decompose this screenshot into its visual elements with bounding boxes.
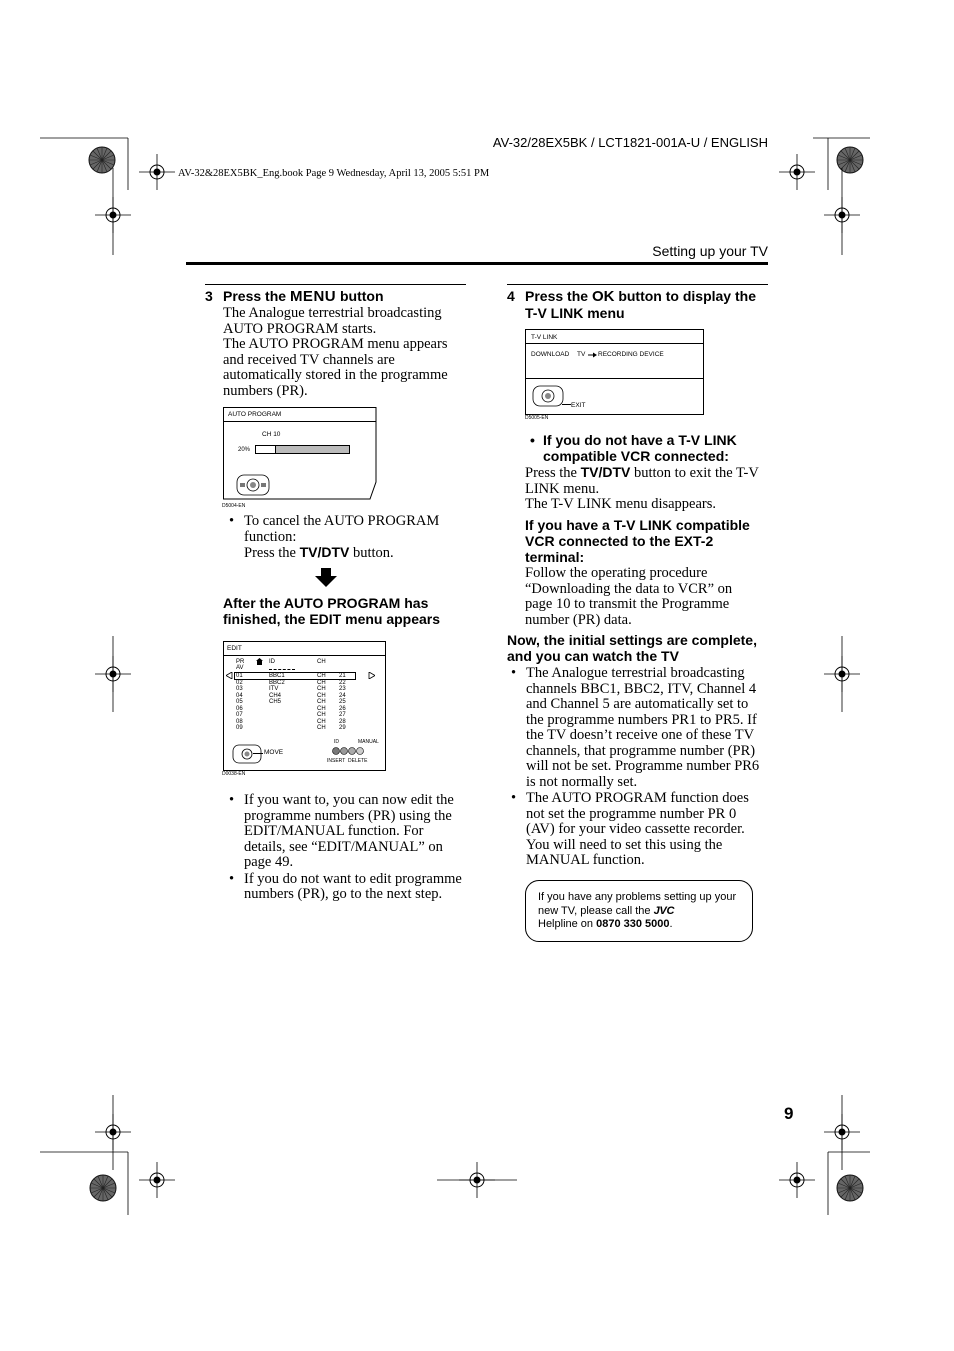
row-pr: 01 (236, 673, 243, 679)
cancel-bullet: • To cancel the AUTO PROGRAM function: Press the TV/DTV button. (227, 514, 463, 562)
delete-label: DELETE (348, 758, 368, 764)
table-row (236, 706, 386, 712)
table-row (236, 693, 386, 699)
row-num: 25 (339, 699, 346, 705)
list-item: • If you want to, you can now edit the programme numbers (PR) using the EDIT/MANUAL function. For details, see “EDIT/MANUAL” on page 49. (244, 793, 467, 871)
complete-heading: Now, the initial settings are complete, and you can watch the TV (507, 632, 757, 664)
down-arrow-icon (314, 568, 338, 588)
edit-title: EDIT (227, 645, 242, 652)
row-ch: CH (317, 673, 326, 679)
list-item: • If you do not want to edit programme numbers (PR), go to the next step. (244, 872, 467, 903)
row-num: 23 (339, 686, 346, 692)
insert-label: INSERT (327, 758, 346, 764)
helpline-box: If you have any problems setting up your new TV, please call the JVC Helpline on 0870 330 5000. (525, 880, 753, 942)
move-label: MOVE (264, 749, 284, 756)
row-ch: CH (317, 699, 326, 705)
remote-dpad-icon (532, 385, 564, 407)
left-bullets (227, 793, 467, 903)
row-pr: 07 (236, 712, 243, 718)
table-row (236, 725, 386, 731)
auto-program-channel: CH 10 (262, 431, 281, 438)
color-buttons-icon (331, 745, 365, 757)
col-id: ID (269, 659, 275, 665)
step3-number: 3 (205, 288, 213, 304)
row-ch: CH (317, 725, 326, 731)
manual-label: MANUAL (358, 739, 379, 745)
tvlink-code: D5005-EN (525, 415, 549, 421)
table-row (236, 686, 386, 692)
id-label: ID (334, 739, 339, 745)
auto-program-code: D5004-EN (222, 503, 246, 509)
row-pr: 04 (236, 692, 243, 699)
step3-rule (205, 284, 466, 285)
model-line: AV-32/28EX5BK / LCT1821-001A-U / ENGLISH (492, 135, 768, 150)
tvlink-exit: EXIT (571, 402, 586, 409)
table-row (236, 719, 386, 725)
table-row (236, 712, 386, 718)
no-tvlink-heading: If you do not have a T-V LINK compatible VCR connected: (543, 432, 737, 464)
left-cursor-icon (226, 672, 233, 679)
tvlink-download: DOWNLOAD (531, 351, 570, 358)
menu-key: MENU (289, 288, 337, 305)
tvlink-title: T-V LINK (531, 334, 558, 341)
table-row (236, 699, 386, 705)
av-dashes (269, 669, 295, 670)
row-pr: 02 (236, 679, 243, 686)
edit-rows (236, 673, 376, 733)
row-num: 27 (339, 712, 346, 718)
step3-title: Press the MENU button (223, 288, 384, 305)
list-item: • The Analogue terrestrial broadcasting channels BBC1, BBC2, ITV, Channel 4 and Channel 5 are automatically set to the programme numbers PR1 to PR5. If the TV doesn’t receive one of these TV channels, that programme number (PR) will not be set. Programme number PR6 is not normally set. (526, 666, 767, 790)
row-id: CH5 (269, 699, 282, 705)
helpline-number: 0870 330 5000 (596, 918, 670, 930)
ok-key: OK (591, 288, 615, 305)
auto-program-title: AUTO PROGRAM (228, 411, 282, 418)
col-pr: PR (236, 659, 245, 665)
row-ch: CH (317, 705, 326, 712)
no-tvlink-block: • If you do not have a T-V LINK compatible VCR connected: Press the TV/DTV button to exit the T-V LINK menu. The T-V LINK menu disappears. (525, 432, 759, 512)
table-row (236, 673, 386, 679)
table-row (236, 680, 386, 686)
row-num: 29 (339, 725, 346, 731)
row-ch: CH (317, 718, 326, 725)
tv-dtv-key: TV/DTV (299, 544, 350, 560)
remote-dpad-icon (232, 744, 262, 764)
row-pr: 05 (236, 699, 243, 705)
edit-code: D0038-EN (222, 771, 246, 777)
tvlink-recording: RECORDING DEVICE (598, 351, 664, 358)
auto-program-percent: 20% (238, 447, 251, 453)
row-num: 26 (339, 705, 346, 712)
row-id: BBC1 (269, 673, 285, 679)
step4-rule (507, 284, 768, 285)
row-pr: 06 (236, 705, 243, 712)
row-pr: 09 (236, 725, 243, 731)
have-tvlink-block (525, 517, 768, 628)
header-rule (186, 262, 768, 265)
row-pr: 08 (236, 718, 243, 725)
list-item: • The AUTO PROGRAM function does not set the programme number PR 0 (AV) for your video cassette recorder. You will need to set this using the MANUAL function. (526, 791, 767, 869)
row-id: ITV (269, 686, 279, 692)
row-ch: CH (317, 686, 326, 692)
right-bullets (509, 666, 767, 869)
have-tvlink-heading: If you have a T-V LINK compatible VCR connected to the EXT-2 terminal: (525, 517, 750, 565)
col-ch: CH (317, 659, 326, 665)
edit-screen (223, 641, 386, 771)
home-icon (256, 658, 263, 665)
row-id: CH4 (269, 692, 282, 699)
row-num: 22 (339, 679, 346, 686)
step4-title: Press the OK button to display the T-V LINK menu (525, 288, 756, 321)
step4-number: 4 (507, 288, 515, 304)
arrow-right-icon (588, 352, 597, 358)
row-id: BBC2 (269, 679, 285, 686)
auto-program-corner (222, 406, 378, 500)
jvc-logo: JVC (653, 904, 675, 917)
row-num: 28 (339, 718, 346, 725)
tv-dtv-key: TV/DTV (580, 464, 631, 480)
row-ch: CH (317, 692, 326, 699)
move-line (253, 753, 263, 754)
row-num: 24 (339, 692, 346, 699)
tvlink-screen (525, 329, 704, 415)
row-pr: 03 (236, 686, 243, 692)
page-number: 9 (784, 1104, 794, 1123)
section-title: Setting up your TV (652, 243, 768, 259)
row-ch: CH (317, 712, 326, 718)
exit-line (562, 404, 571, 405)
helpline-text: If you have any problems setting up your new TV, please call the (538, 891, 737, 917)
after-heading: After the AUTO PROGRAM has finished, the EDIT menu appears (223, 595, 441, 627)
tvlink-tv: TV (577, 351, 586, 358)
row-num: 21 (339, 673, 346, 679)
have-tvlink-body: Follow the operating procedure “Downloading the data to VCR” on page 10 to transmit the Programme number (PR) data. (525, 565, 733, 628)
av-label: AV (236, 665, 244, 671)
book-info: AV-32&28EX5BK_Eng.book Page 9 Wednesday, April 13, 2005 5:51 PM (178, 168, 490, 179)
step3-paragraph: The Analogue terrestrial broadcasting AUTO PROGRAM starts. The AUTO PROGRAM menu appears and received TV channels are automatically stored in the programme numbers (PR). (223, 305, 448, 399)
row-ch: CH (317, 679, 326, 686)
